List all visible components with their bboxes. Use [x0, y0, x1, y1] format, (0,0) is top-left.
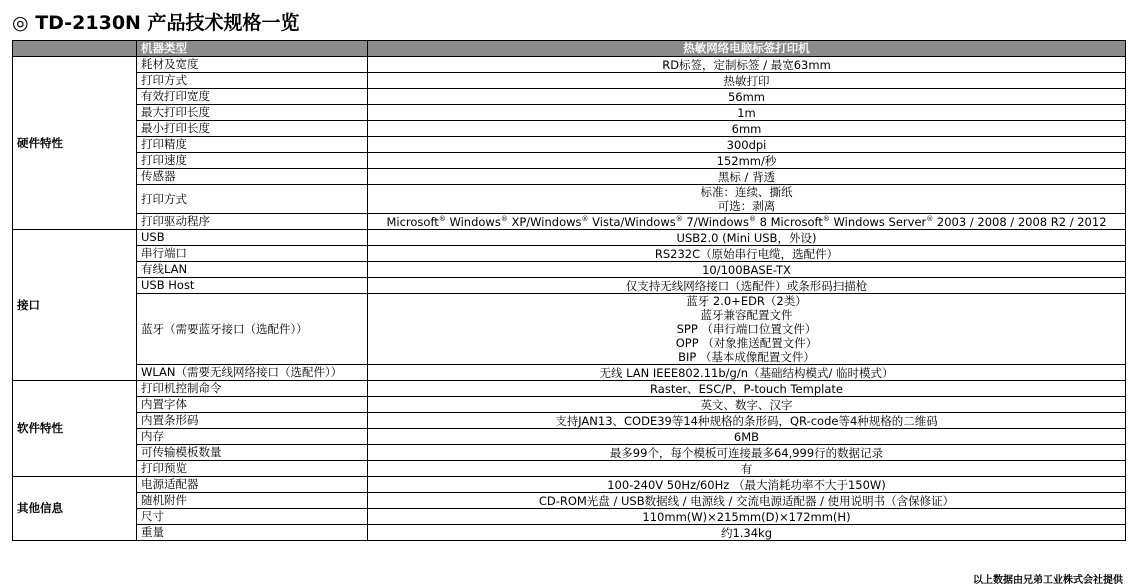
source-note: 以上数据由兄弟工业株式会社提供 [973, 575, 1123, 586]
spec-value-line: 可选：剥离 [717, 199, 776, 213]
page-title: ◎ TD-2130N 产品技术规格一览 [12, 12, 300, 34]
spec-value [368, 294, 1126, 365]
spec-value [368, 121, 1126, 137]
spec-label: 有线LAN [137, 262, 368, 278]
spec-value [368, 57, 1126, 73]
spec-value-line: 英文、数字、汉字 [700, 397, 793, 412]
spec-value [368, 262, 1126, 278]
spec-label: 最大打印长度 [137, 105, 368, 121]
spec-label: 耗材及宽度 [137, 57, 368, 73]
registered-mark: ® [926, 214, 934, 223]
spec-value-line: OPP （对象推送配置文件） [675, 336, 818, 350]
registered-mark: ® [500, 214, 508, 223]
header-empty-cell [13, 41, 137, 57]
spec-table-body [13, 57, 1126, 541]
spec-label: 内置字体 [137, 397, 368, 413]
table-row [13, 525, 1126, 541]
spec-value [368, 461, 1126, 477]
spec-value [368, 525, 1126, 541]
table-row [13, 57, 1126, 73]
spec-label: WLAN（需要无线网络接口（选配件）） [137, 365, 368, 381]
header-product-name: 热敏网络电脑标签打印机 [368, 41, 1126, 57]
spec-label: 内置条形码 [137, 413, 368, 429]
spec-label: 串行端口 [137, 246, 368, 262]
spec-value-line: 约1.34kg [720, 525, 773, 540]
spec-value [368, 509, 1126, 525]
table-row [13, 153, 1126, 169]
registered-mark: ® [675, 214, 683, 223]
table-row [13, 169, 1126, 185]
spec-value-line: 1m [737, 105, 756, 120]
spec-value-line: 有 [740, 461, 753, 476]
spec-label: USB [137, 230, 368, 246]
table-row [13, 278, 1126, 294]
header-machine-type: 机器类型 [137, 41, 368, 57]
spec-label: 打印预览 [137, 461, 368, 477]
spec-label: 打印驱动程序 [137, 214, 368, 230]
table-row [13, 509, 1126, 525]
spec-value-line: 热敏打印 [723, 73, 770, 88]
table-row [13, 365, 1126, 381]
table-row [13, 493, 1126, 509]
spec-label: 最小打印长度 [137, 121, 368, 137]
spec-value-line: 蓝牙 2.0+EDR（2类） [686, 294, 807, 308]
table-row [13, 137, 1126, 153]
spec-value-line: CD-ROM光盘 / USB数据线 / 电源线 / 交流电源适配器 / 使用说明书（含保修证） [538, 493, 955, 508]
spec-value-line: 110mm(W)×215mm(D)×172mm(H) [642, 509, 851, 524]
group-label: 硬件特性 [13, 57, 137, 230]
spec-value [368, 477, 1126, 493]
spec-label: 打印机控制命令 [137, 381, 368, 397]
spec-value-line: 仅支持无线网络接口（选配件）或条形码扫描枪 [625, 278, 868, 293]
spec-label: 打印速度 [137, 153, 368, 169]
spec-value-line: 100-240V 50Hz/60Hz （最大消耗功率不大于150W) [607, 477, 886, 492]
table-row [13, 429, 1126, 445]
spec-value [368, 73, 1126, 89]
spec-label: 有效打印宽度 [137, 89, 368, 105]
spec-value-line: 无线 LAN IEEE802.11b/g/n（基础结构模式/ 临时模式） [599, 365, 894, 380]
table-row [13, 185, 1126, 214]
spec-value-line: 6mm [731, 121, 762, 136]
table-row [13, 477, 1126, 493]
spec-value [368, 429, 1126, 445]
spec-label: 打印精度 [137, 137, 368, 153]
table-row [13, 89, 1126, 105]
spec-value-line: 支持JAN13、CODE39等14种规格的条形码，QR-code等4种规格的二维码 [555, 413, 938, 428]
spec-value [368, 230, 1126, 246]
registered-mark: ® [438, 214, 446, 223]
table-row [13, 105, 1126, 121]
spec-value-line: 蓝牙兼容配置文件 [700, 308, 793, 322]
spec-value-line: RD标签，定制标签 / 最宽63mm [662, 57, 831, 72]
registered-mark: ® [748, 214, 756, 223]
spec-value [368, 413, 1126, 429]
spec-label: 可传输模板数量 [137, 445, 368, 461]
spec-value-line: 10/100BASE-TX [702, 262, 791, 277]
spec-value [368, 169, 1126, 185]
table-row [13, 262, 1126, 278]
spec-value [368, 153, 1126, 169]
group-label: 软件特性 [13, 381, 137, 477]
spec-value [368, 278, 1126, 294]
spec-value [368, 397, 1126, 413]
spec-value [368, 246, 1126, 262]
table-row [13, 294, 1126, 365]
table-row [13, 381, 1126, 397]
table-row [13, 397, 1126, 413]
spec-value-line: BIP （基本成像配置文件） [678, 350, 815, 364]
spec-value-line: 6MB [733, 429, 760, 444]
spec-value-line: RS232C（原始串行电缆，选配件） [654, 246, 839, 261]
spec-value-line: SPP （串行端口位置文件） [676, 322, 817, 336]
group-label: 其他信息 [13, 477, 137, 541]
table-row [13, 73, 1126, 89]
spec-label: 蓝牙（需要蓝牙接口（选配件）） [137, 294, 368, 365]
spec-value [368, 445, 1126, 461]
spec-value-line: 最多99个，每个模板可连接最多64,999行的数据记录 [609, 445, 884, 460]
group-label: 接口 [13, 230, 137, 381]
spec-value-line: 152mm/秒 [716, 153, 777, 168]
table-row [13, 461, 1126, 477]
spec-value-line: 300dpi [726, 137, 767, 152]
table-row [13, 413, 1126, 429]
spec-label: 电源适配器 [137, 477, 368, 493]
spec-value [368, 89, 1126, 105]
spec-value [368, 137, 1126, 153]
spec-value-line: USB2.0 (Mini USB，外设) [676, 230, 817, 245]
spec-value-line: 56mm [727, 89, 766, 104]
spec-label: 尺寸 [137, 509, 368, 525]
spec-label: 重量 [137, 525, 368, 541]
table-row [13, 230, 1126, 246]
spec-value [368, 381, 1126, 397]
table-row [13, 214, 1126, 230]
spec-label: USB Host [137, 278, 368, 294]
spec-value [368, 105, 1126, 121]
spec-value-line: 标准：连续、撕纸 [700, 185, 793, 199]
spec-label: 打印方式 [137, 73, 368, 89]
spec-value-line: 黑标 / 背透 [717, 169, 776, 184]
table-header-row [13, 41, 1126, 57]
spec-value-line: Microsoft® Windows® XP/Windows® Vista/Windows® 7/Windows® 8 Microsoft® Windows Server® 2003 / 2008 / 2008 R2 / 2012 [386, 214, 1107, 229]
spec-value [368, 365, 1126, 381]
spec-label: 内存 [137, 429, 368, 445]
registered-mark: ® [822, 214, 830, 223]
table-row [13, 246, 1126, 262]
spec-value-line: Raster、ESC/P、P-touch Template [650, 381, 843, 396]
spec-label: 传感器 [137, 169, 368, 185]
table-row [13, 445, 1126, 461]
spec-value [368, 214, 1126, 230]
spec-value [368, 185, 1126, 214]
spec-value [368, 493, 1126, 509]
spec-table [12, 40, 1126, 541]
registered-mark: ® [581, 214, 589, 223]
spec-label: 打印方式 [137, 185, 368, 214]
spec-label: 随机附件 [137, 493, 368, 509]
table-row [13, 121, 1126, 137]
